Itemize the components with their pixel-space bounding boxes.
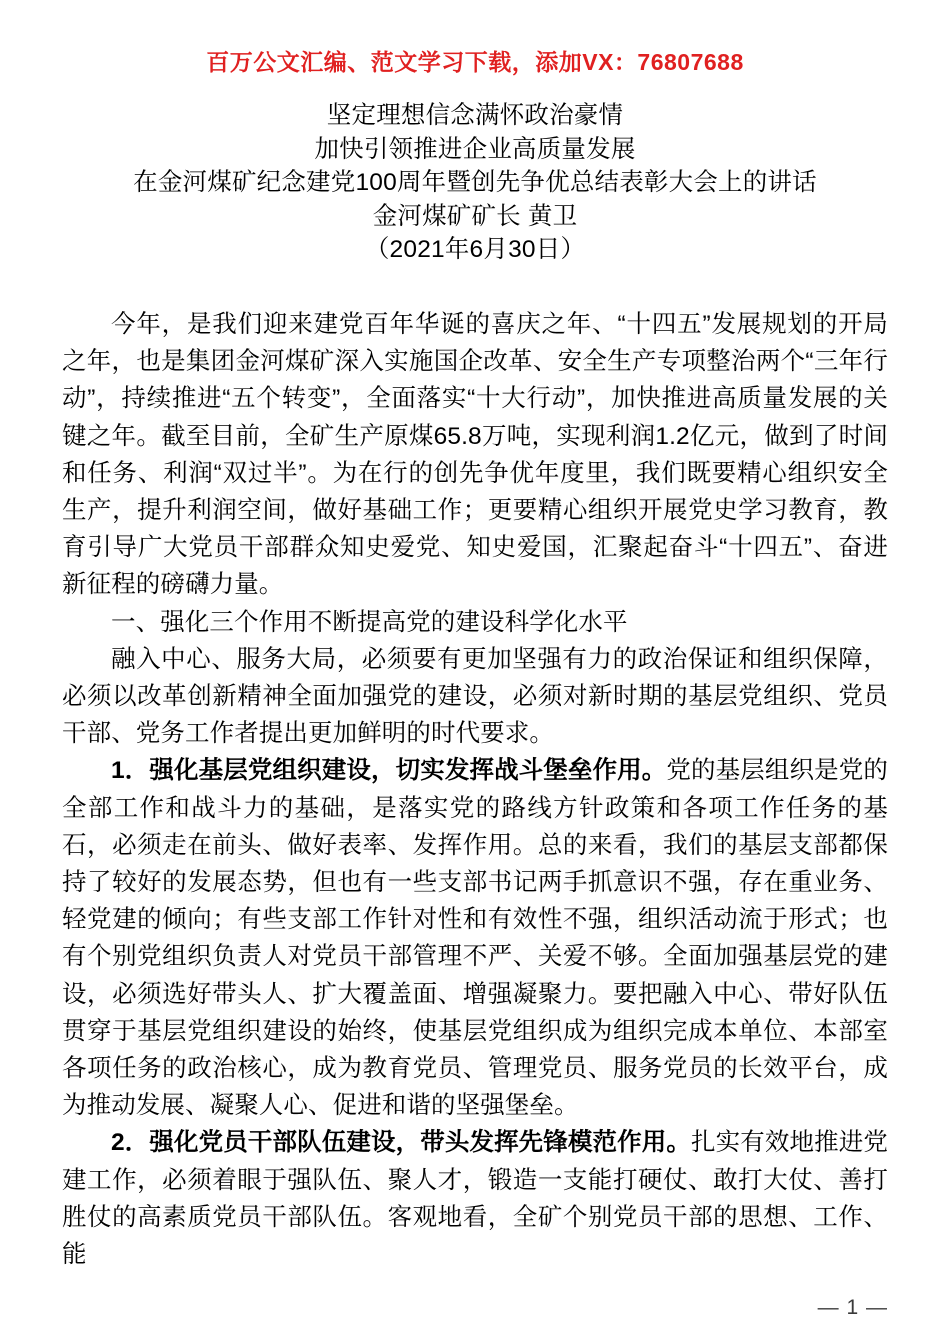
title-date-line: （2021年6月30日） [364,236,586,263]
section-heading-one [62,604,888,641]
title-author-line: 金河煤矿矿长 黄卫 [372,202,578,230]
paragraph-section-one-intro [62,641,888,753]
paragraph-text: 今年，是我们迎来建党百年华诞的喜庆之年、“十四五”发展规划的开局之年，也是集团金河煤矿深入实施国企改革、安全生产专项整治两个“三年行动”，持续推进“五个转变”，全面落实“十大行动”，加快推进高质量发展的关键之年。截至目前，全矿生产原煤65.8万吨，实现利润1.2亿元，做到了时间和任务、利润“双过半”。为在行的创先争优年度里，我们既要精心组织安全生产，提升利润空间，做好基础工作；更要精心组织开展党史学习教育，教育引导广大党员干部群众知史爱党、知史爱国，汇聚起奋斗“十四五”、奋进新征程的磅礴力量。 [62,311,888,599]
document-body [62,306,888,1273]
promo-banner-text: 百万公文汇编、范文学习下载，添加VX：76807688 [206,49,744,75]
item-1-text: 党的基层组织是党的全部工作和战斗力的基础，是落实党的路线方针政策和各项工作任务的基石，必须走在前头、做好表率、发挥作用。总的来看，我们的基层支部都保持了较好的发展态势，但也有一些支部书记两手抓意识不强，存在重业务、轻党建的倾向；有些支部工作针对性和有效性不强，组织活动流于形式；也有个别党组织负责人对党员干部管理不严、关爱不够。全面加强基层党的建设，必须选好带头人、扩大覆盖面、增强凝聚力。要把融入中心、带好队伍贯穿于基层党组织建设的始终，使基层党组织成为组织完成本单位、本部室各项任务的政治核心，成为教育党员、管理党员、服务党员的长效平台，成为推动发展、凝聚人心、促进和谐的坚强堡垒。 [62,757,888,1120]
title-line-1: 坚定理想信念满怀政治豪情 [326,102,624,129]
paragraph-opening [62,306,888,604]
document-title-block [0,99,950,267]
paragraph-item-2 [62,1124,888,1273]
title-line-2: 加快引领推进企业高质量发展 [314,135,636,163]
paragraph-text: 融入中心、服务大局，必须要有更加坚强有力的政治保证和组织保障，必须以改革创新精神全面加强党的建设，必须对新时期的基层党组织、党员干部、党务工作者提出更加鲜明的时代要求。 [62,645,888,748]
section-heading-text: 一、强化三个作用不断提高党的建设科学化水平 [111,608,628,636]
page-number: — 1 — [817,1296,888,1319]
item-1-bold-lead: 1．强化基层党组织建设，切实发挥战斗堡垒作用。 [111,757,667,785]
paragraph-item-1 [62,752,888,1124]
title-line-3: 在金河煤矿纪念建党100周年暨创先争优总结表彰大会上的讲话 [133,169,817,196]
item-2-text: 扎实有效地推进党建工作，必须着眼于强队伍、聚人才，锻造一支能打硬仗、敢打大仗、善打胜仗的高素质党员干部队伍。客观地看，全矿个别党员干部的思想、工作、能 [62,1129,888,1269]
item-2-bold-lead: 2．强化党员干部队伍建设，带头发挥先锋模范作用。 [111,1129,692,1157]
